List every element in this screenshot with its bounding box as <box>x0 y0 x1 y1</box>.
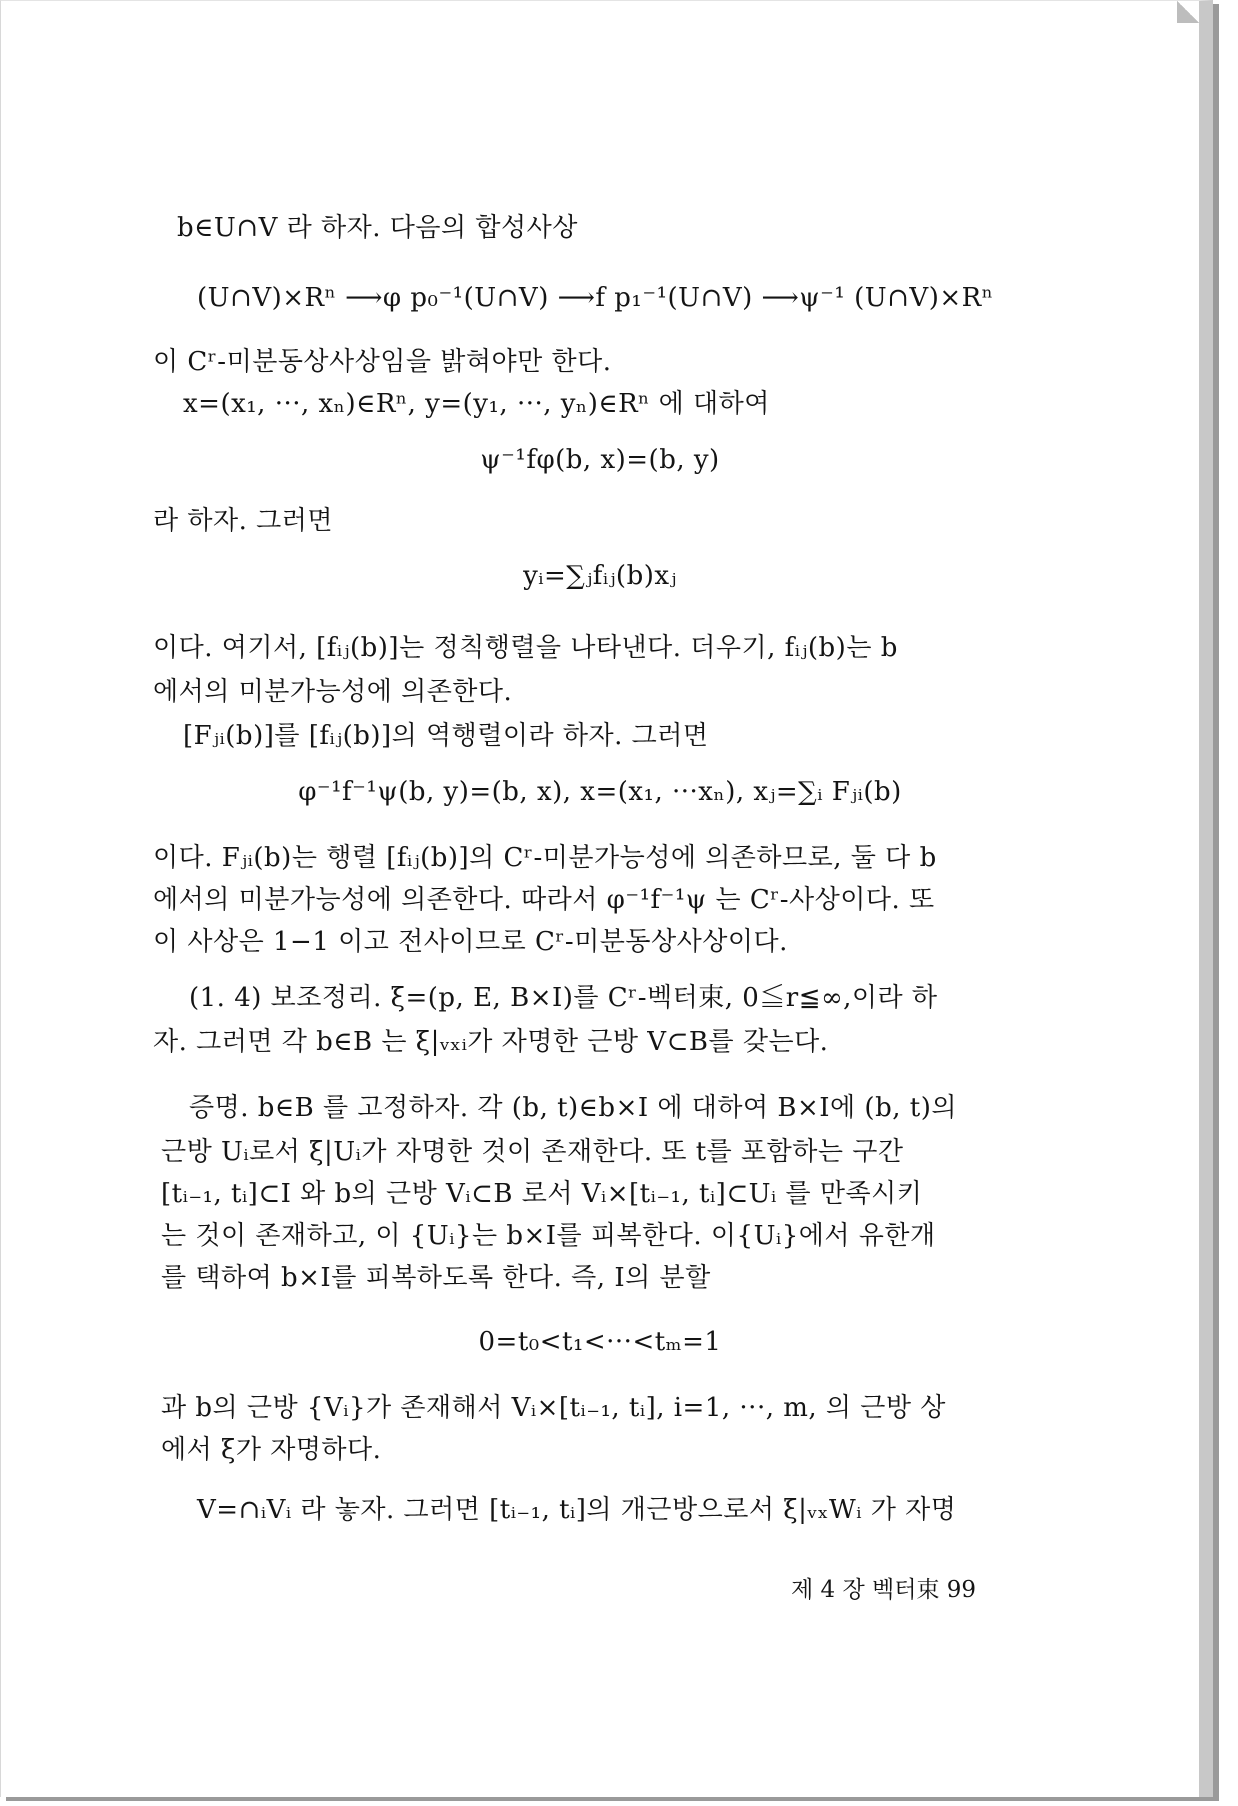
text-line-6: 라 하자. 그러면 <box>153 506 333 536</box>
proof-heading-line: 증명. b∈B 를 고정하자. 각 (b, t)∈b×I 에 대하여 B×I에 (b, t)의 <box>189 1093 957 1123</box>
text-line-18: 근방 Uᵢ로서 ξ|Uᵢ가 자명한 것이 존재한다. 또 t를 포함하는 구간 <box>161 1137 904 1167</box>
text-line-9: 에서의 미분가능성에 의존한다. <box>153 677 513 707</box>
page-curl <box>1177 1 1199 23</box>
commutative-map-formula: (U∩V)×Rⁿ ⟶φ p₀⁻¹(U∩V) ⟶f p₁⁻¹(U∩V) ⟶ψ⁻¹ (U∩V)×Rⁿ <box>197 283 994 313</box>
text-line-10: [Fⱼᵢ(b)]를 [fᵢⱼ(b)]의 역행렬이라 하자. 그러면 <box>183 721 709 751</box>
text-line-20: 는 것이 존재하고, 이 {Uᵢ}는 b×I를 피복한다. 이{Uᵢ}에서 유한개 <box>161 1221 936 1251</box>
text-line-13: 에서의 미분가능성에 의존한다. 따라서 φ⁻¹f⁻¹ψ 는 Cʳ-사상이다. 또 <box>153 885 935 915</box>
text-line-24: 에서 ξ가 자명하다. <box>161 1435 382 1465</box>
page-footer: 제 4 장 벡터束 99 <box>791 1577 977 1603</box>
text-line-8: 이다. 여기서, [fᵢⱼ(b)]는 정칙행렬을 나타낸다. 더우기, fᵢⱼ(b)는 b <box>153 633 898 663</box>
text-line-19: [tᵢ₋₁, tᵢ]⊂I 와 b의 근방 Vᵢ⊂B 로서 Vᵢ×[tᵢ₋₁, tᵢ]⊂Uᵢ 를 만족시키 <box>161 1179 923 1209</box>
equation-inverse: φ⁻¹f⁻¹ψ(b, y)=(b, x), x=(x₁, ···xₙ), xⱼ=∑ᵢ Fⱼᵢ(b) <box>298 777 902 807</box>
equation-psi-f-phi: ψ⁻¹fφ(b, x)=(b, y) <box>480 445 720 475</box>
equation-partition: 0=t₀<t₁<···<tₘ=1 <box>478 1327 722 1357</box>
text-line-14: 이 사상은 1−1 이고 전사이므로 Cʳ-미분동상사상이다. <box>153 927 788 957</box>
text-line-1: b∈U∩V 라 하자. 다음의 합성사상 <box>177 213 578 243</box>
lemma-heading-line: (1. 4) 보조정리. ξ=(p, E, B×I)를 Cʳ-벡터束, 0≦r≦∞,이라 하 <box>189 983 938 1013</box>
text-line-21: 를 택하여 b×I를 피복하도록 한다. 즉, I의 분할 <box>161 1263 711 1293</box>
equation-y-sum: yᵢ=∑ⱼfᵢⱼ(b)xⱼ <box>523 561 677 591</box>
text-line-16: 자. 그러면 각 b∈B 는 ξ|ᵥₓᵢ가 자명한 근방 V⊂B를 갖는다. <box>153 1027 829 1057</box>
text-line-23: 과 b의 근방 {Vᵢ}가 존재해서 Vᵢ×[tᵢ₋₁, tᵢ], i=1, ···, m, 의 근방 상 <box>161 1393 946 1423</box>
text-line-3: 이 Cʳ-미분동상사상임을 밝혀야만 한다. <box>153 347 612 377</box>
text-line-12: 이다. Fⱼᵢ(b)는 행렬 [fᵢⱼ(b)]의 Cʳ-미분가능성에 의존하므로, 둘 다 b <box>153 843 937 873</box>
text-line-4: x=(x₁, ···, xₙ)∈Rⁿ, y=(y₁, ···, yₙ)∈Rⁿ 에 대하여 <box>183 389 770 419</box>
text-line-25: V=∩ᵢVᵢ 라 놓자. 그러면 [tᵢ₋₁, tᵢ]의 개근방으로서 ξ|ᵥₓWᵢ 가 자명 <box>197 1495 957 1525</box>
